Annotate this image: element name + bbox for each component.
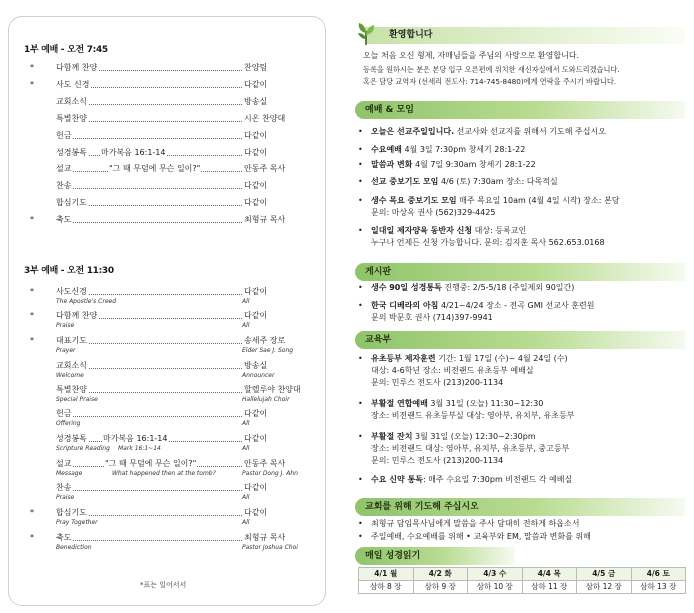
announcement-heading: 오늘은 선교주일입니다. xyxy=(371,127,455,136)
announcement-heading: 부활절 연합예배 xyxy=(371,399,428,408)
service1-row xyxy=(40,163,300,175)
announcement-text: 4/21~4/24 장소 - 전곡 GMI 선교사 훈련원 xyxy=(438,301,595,310)
service1-row xyxy=(40,147,300,159)
leader-dots xyxy=(56,540,242,541)
item-leader: 다같이 xyxy=(242,286,312,298)
service3-row xyxy=(40,458,300,470)
announcement-item xyxy=(371,300,594,311)
bullet-dot: • xyxy=(358,160,363,169)
leader-dots xyxy=(56,138,242,139)
english-leader: All xyxy=(242,420,250,427)
item-name: 특별찬양 xyxy=(56,114,87,123)
item-name: 사도신경 xyxy=(56,287,87,296)
bullet-dot: • xyxy=(358,532,363,541)
item-name: 설교 xyxy=(56,164,72,173)
service1-row xyxy=(40,96,300,108)
standing-mark: * xyxy=(30,80,34,89)
announcement-text: 매주 목요일 10am (4월 4일 시작) 장소: 본당 xyxy=(456,196,620,205)
welcome-title: 환영합니다 xyxy=(389,30,433,40)
english-leader: All xyxy=(242,494,250,501)
announcement-item xyxy=(371,474,572,485)
english-name: Offering xyxy=(56,420,81,427)
english-subtitle xyxy=(56,298,250,306)
item-name: 찬송 xyxy=(56,181,72,190)
item-leader: 다같이 xyxy=(242,408,312,420)
announcement-item xyxy=(371,431,536,442)
english-subtitle xyxy=(56,494,250,502)
worship-section-header xyxy=(355,101,685,119)
announcement-heading: 생수 90일 성경통독 xyxy=(371,283,442,292)
item-name: 축도 xyxy=(56,215,72,224)
item-name: 교회소식 xyxy=(56,97,87,106)
announcement-detail: 장소: 비전랜드 대상: 영아부, 유치부, 유초등부, 중고등부 xyxy=(371,444,570,453)
reading-chapter: 삼하 12 장 xyxy=(577,581,632,594)
announcement-item xyxy=(371,225,526,236)
announcement-text: 3월 31일 (오늘) 11:30~12:30 xyxy=(427,399,544,408)
item-leader: 다같이 xyxy=(242,180,312,192)
english-subtitle xyxy=(56,396,290,404)
service1-row xyxy=(30,62,300,74)
leader-dots xyxy=(56,188,242,189)
announcement-heading: 생수 목요 중보기도 모임 xyxy=(371,196,457,205)
english-subtitle xyxy=(56,445,250,453)
item-detail: 마가복음 16:1-14 xyxy=(101,148,166,157)
bullet-dot: • xyxy=(358,475,363,484)
service3-row xyxy=(40,433,300,445)
item-name: 다함께 찬양 xyxy=(56,311,98,320)
standing-mark: * xyxy=(30,311,34,320)
item-leader: 송세주 장로 xyxy=(242,335,312,347)
reading-day: 4/6 토 xyxy=(631,568,686,581)
announcement-text: 4월 3일 7:30pm 창세기 28:1-22 xyxy=(401,145,526,154)
item-leader: 안동주 목사 xyxy=(242,163,312,175)
item-name: 다함께 찬양 xyxy=(56,63,98,72)
prayer-request: 주일예배, 수요예배를 위해 • 교육부와 EM, 말씀과 변화를 위해 xyxy=(371,532,591,541)
standing-mark: * xyxy=(30,533,34,542)
reading-day: 4/4 목 xyxy=(522,568,577,581)
reading-chapter: 삼하 8 장 xyxy=(359,581,414,594)
announcement-text: 3월 31일 (오늘) 12:30~2:30pm xyxy=(412,432,536,441)
item-name: 헌금 xyxy=(56,409,72,418)
item-leader: 안동주 목사 xyxy=(242,458,312,470)
announcement-item xyxy=(371,144,525,155)
english-leader: Hallelujah Choir xyxy=(242,396,290,403)
service3-row xyxy=(30,507,300,519)
welcome-line1: 오늘 처음 오신 형제, 자매님들을 주님의 사랑으로 환영합니다. xyxy=(363,51,580,60)
item-name: 성경봉독 xyxy=(56,434,87,443)
bullet-dot: • xyxy=(358,196,363,205)
welcome-line2: 등록을 원하시는 분은 본당 입구 오른편에 위치한 새신자실에서 도와드리겠습니다. xyxy=(363,65,620,74)
announcement-detail: 누구나 언제든 신청 가능합니다. 문의: 김지훈 목사 562.653.0168 xyxy=(371,238,605,247)
announcement-text: : 매주 수요일 7:30pm 비전랜드 각 예배실 xyxy=(422,475,573,484)
item-leader: 다같이 xyxy=(242,433,312,445)
announcement-item xyxy=(371,398,543,409)
item-leader: 방송실 xyxy=(242,360,312,372)
item-name: 찬송 xyxy=(56,483,72,492)
english-name: Message xyxy=(56,470,83,477)
leader-dots xyxy=(56,490,242,491)
reading-chapter: 삼하 11 장 xyxy=(522,581,577,594)
english-name: Special Praise xyxy=(56,396,98,403)
bullet-dot: • xyxy=(358,432,363,441)
standing-mark: * xyxy=(30,336,34,345)
bullet-dot: • xyxy=(358,301,363,310)
reading-chapter: 삼하 13 장 xyxy=(631,581,686,594)
item-leader: 최형규 목사 xyxy=(242,214,312,226)
announcement-item xyxy=(371,353,568,364)
announcement-detail: 장소: 비전랜드 유초등부실 대상: 영아부, 유치부, 유초등부 xyxy=(371,411,575,420)
reading-section-header xyxy=(355,547,515,565)
service1-row xyxy=(40,180,300,192)
leader-dots xyxy=(56,416,242,417)
item-name: 사도 신경 xyxy=(56,80,90,89)
welcome-line3: 혹은 담당 교역자 (선세리 전도사: 714-745-8480)에게 연락을 주시기 바랍니다. xyxy=(363,77,617,86)
english-leader: All xyxy=(242,298,250,305)
service3-title: 3부 예배 - 오전 11:30 xyxy=(24,266,114,276)
item-leader: 다같이 xyxy=(242,482,312,494)
reading-chapter: 삼하 9 장 xyxy=(413,581,468,594)
announcement-contact: 문의: 민루스 전도사 (213)200-1134 xyxy=(371,378,504,387)
item-name: 성경봉독 xyxy=(56,148,87,157)
announcement-text: 4월 7일 9:30am 창세기 28:1-22 xyxy=(412,160,536,169)
announcement-heading: 말씀과 변화 xyxy=(371,160,413,169)
announcement-text: 4/6 (토) 7:30am 장소: 다목적실 xyxy=(438,177,558,186)
announcement-heading: 유초등부 제자훈련 xyxy=(371,354,436,363)
standing-mark: * xyxy=(30,215,34,224)
english-name: Welcome xyxy=(56,372,84,379)
item-name: 교회소식 xyxy=(56,361,87,370)
announcement-text: 선교사와 선교지를 위해서 기도해 주십시오 xyxy=(454,127,606,136)
item-leader: 찬양팀 xyxy=(242,62,312,74)
service3-row xyxy=(40,482,300,494)
announcement-heading: 수요예배 xyxy=(371,145,402,154)
reading-day: 4/2 화 xyxy=(413,568,468,581)
service3-row xyxy=(40,360,300,372)
english-subtitle xyxy=(56,372,275,380)
english-leader: Pastor Joshua Choi xyxy=(242,544,298,551)
item-leader: 최형규 목사 xyxy=(242,532,312,544)
bullet-dot: • xyxy=(358,399,363,408)
service1-row xyxy=(40,197,300,209)
item-detail: "그 때 무덤에 무슨 일이?" xyxy=(105,459,197,468)
welcome-header xyxy=(365,27,685,44)
announcement-heading: 부활절 잔치 xyxy=(371,432,413,441)
reading-day: 4/1 월 xyxy=(359,568,414,581)
english-subtitle xyxy=(56,322,250,330)
service3-row xyxy=(40,384,300,396)
prayer-request: 최형규 담임목사님에게 말씀을 주사 담대히 전하게 하옵소서 xyxy=(371,519,580,528)
bulletin-title: 게시판 xyxy=(365,267,392,277)
bullet-dot: • xyxy=(358,519,363,528)
item-leader: 다같이 xyxy=(242,197,312,209)
english-leader: Pastor Dong J. Ahn xyxy=(242,470,298,477)
standing-footnote: *표는 일어서서 xyxy=(140,581,187,589)
leader-dots xyxy=(56,222,242,223)
item-leader: 다같이 xyxy=(242,507,312,519)
announcement-item xyxy=(371,159,536,170)
bullet-dot: • xyxy=(358,283,363,292)
reading-day: 4/5 금 xyxy=(577,568,632,581)
prayer-title: 교회를 위해 기도해 주십시오 xyxy=(365,502,479,512)
item-leader: 다같이 xyxy=(242,147,312,159)
bible-reading-table xyxy=(358,567,686,594)
english-name: Pray Together xyxy=(56,519,98,526)
item-name: 특별찬양 xyxy=(56,385,87,394)
bullet-dot: • xyxy=(358,354,363,363)
bullet-dot: • xyxy=(358,127,363,136)
service1-title: 1부 예배 - 오전 7:45 xyxy=(24,45,108,55)
english-name: Praise xyxy=(56,322,75,329)
english-leader: Elder Sae J. Song xyxy=(242,347,294,354)
announcement-text: 기간: 1월 17일 (수)~ 4월 24일 (수) xyxy=(435,354,568,363)
english-subtitle xyxy=(56,347,294,355)
service1-row xyxy=(30,214,300,226)
service1-row xyxy=(40,130,300,142)
worship-title: 예배 & 모임 xyxy=(365,105,414,115)
item-leader: 방송실 xyxy=(242,96,312,108)
reading-title: 매일 성경읽기 xyxy=(365,551,421,561)
announcement-text: 진행중: 2/5-5/18 (주일제외 90일간) xyxy=(441,283,575,292)
announcement-heading: 선교 중보기도 모임 xyxy=(371,177,439,186)
standing-mark: * xyxy=(30,63,34,72)
english-leader: Announcer xyxy=(242,372,275,379)
plant-icon xyxy=(353,20,379,46)
item-leader: 할렐루야 찬양대 xyxy=(242,384,312,396)
english-detail: What happened then at the tomb? xyxy=(112,470,216,477)
announcement-detail: 문의 박문호 권사 (714)397-9941 xyxy=(371,313,493,322)
item-name: 합심기도 xyxy=(56,508,87,517)
item-leader: 다같이 xyxy=(242,130,312,142)
service1-row xyxy=(30,79,300,91)
english-name: Prayer xyxy=(56,347,76,354)
english-leader: All xyxy=(242,519,250,526)
announcement-heading: 수요 신약 통독 xyxy=(371,475,423,484)
item-leader: 다같이 xyxy=(242,79,312,91)
announcement-item xyxy=(371,126,606,137)
english-detail: Mark 16:1~14 xyxy=(118,445,161,452)
bulletin-section-header xyxy=(355,263,685,281)
announcement-detail: 대상: 4-6학년 장소: 비전랜드 유초등부 예배실 xyxy=(371,366,534,375)
service3-row xyxy=(30,335,300,347)
service3-row xyxy=(30,532,300,544)
education-section-header xyxy=(355,331,685,349)
item-detail: "그 때 무덤에 무슨 일이?" xyxy=(109,164,201,173)
item-name: 합심기도 xyxy=(56,198,87,207)
reading-chapter: 삼하 10 장 xyxy=(468,581,523,594)
english-subtitle xyxy=(56,470,298,478)
item-name: 헌금 xyxy=(56,131,72,140)
english-subtitle xyxy=(56,519,250,527)
english-subtitle xyxy=(56,420,250,428)
english-name: The Apostle's Creed xyxy=(56,298,117,305)
english-name: Benediction xyxy=(56,544,92,551)
item-detail: 마가복음 16:1-14 xyxy=(103,434,168,443)
reading-day: 4/3 수 xyxy=(468,568,523,581)
item-name: 축도 xyxy=(56,533,72,542)
english-leader: All xyxy=(242,322,250,329)
item-name: 설교 xyxy=(56,459,72,468)
item-name: 대표기도 xyxy=(56,336,87,345)
announcement-text: 대상: 등록교인 xyxy=(472,226,527,235)
service1-row xyxy=(40,113,300,125)
bullet-dot: • xyxy=(358,177,363,186)
item-leader: 다같이 xyxy=(242,310,312,322)
bullet-dot: • xyxy=(358,145,363,154)
announcement-detail: 문의: 마상옥 권사 (562)329-4425 xyxy=(371,208,496,217)
english-leader: All xyxy=(242,445,250,452)
education-title: 교육부 xyxy=(365,335,392,345)
prayer-section-header xyxy=(355,498,685,516)
english-name: Praise xyxy=(56,494,75,501)
english-subtitle xyxy=(56,544,298,552)
announcement-item xyxy=(371,195,619,206)
announcement-heading: 한국 디베라의 아침 xyxy=(371,301,439,310)
bullet-dot: • xyxy=(358,226,363,235)
service3-row xyxy=(30,286,300,298)
announcement-item xyxy=(371,176,558,187)
announcement-contact: 문의: 민루스 전도사 (213)200-1134 xyxy=(371,456,504,465)
announcement-heading: 일대일 제자양육 동반자 신청 xyxy=(371,226,473,235)
service3-row xyxy=(30,310,300,322)
service3-row xyxy=(40,408,300,420)
standing-mark: * xyxy=(30,508,34,517)
announcement-item xyxy=(371,282,574,293)
standing-mark: * xyxy=(30,287,34,296)
english-name: Scripture Reading xyxy=(56,445,110,452)
item-leader: 시온 찬양대 xyxy=(242,113,312,125)
